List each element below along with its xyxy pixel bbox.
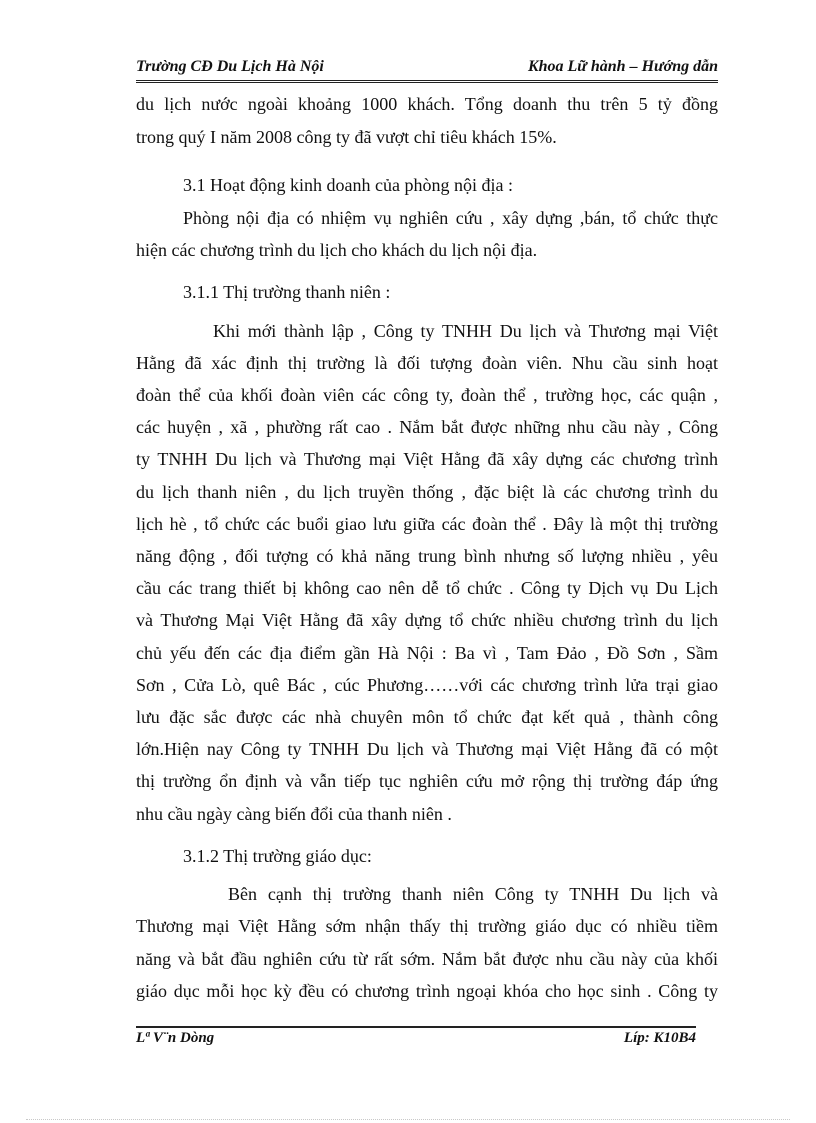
footer-author: Lª V¨n Dòng: [136, 1030, 215, 1046]
body-line: du lịch nước ngoài khoảng 1000 khách. Tổng doanh thu trên 5 tỷ đồng: [136, 94, 718, 114]
body-line: đoàn thể của khối đoàn viên các công ty, đoàn thể , trường học, các quận ,: [136, 385, 718, 405]
section-heading-3-1: 3.1 Hoạt động kinh doanh của phòng nội địa :: [183, 175, 513, 195]
footer-class: Líp: K10B4: [623, 1030, 696, 1046]
page-edge-divider: [26, 1119, 790, 1120]
body-line: và Thương Mại Việt Hằng đã xây dựng tổ chức nhiều chương trình du lịch: [136, 610, 718, 630]
body-line: Sơn , Cửa Lò, quê Bác , cúc Phương……với các chương trình lửa trại giao: [136, 675, 718, 695]
body-line: năng và bắt đầu nghiên cứu từ rất sớm. Nắm bắt được nhu cầu này của khối: [136, 949, 718, 969]
body-line: lớn.Hiện nay Công ty TNHH Du lịch và Thương mại Việt Hằng đã có một: [136, 739, 718, 759]
body-line: các huyện , xã , phường rất cao . Nắm bắt được những nhu cầu này , Công: [136, 417, 718, 437]
body-line: lịch hè , tổ chức các buổi giao lưu giữa các đoàn thể . Đây là một thị trường: [136, 514, 718, 534]
body-line: Phòng nội địa có nhiệm vụ nghiên cứu , xây dựng ,bán, tổ chức thực: [183, 208, 718, 228]
header-department: Khoa Lữ hành – Hướng dẫn: [527, 58, 718, 75]
body-line: giáo dục mỗi học kỳ đều có chương trình ngoại khóa cho học sinh . Công ty: [136, 981, 718, 1001]
footer-divider: [136, 1026, 696, 1028]
page-header: [136, 58, 718, 80]
body-line: cầu các trang thiết bị không cao nên dễ tổ chức . Công ty Dịch vụ Du Lịch: [136, 578, 718, 598]
body-line: trong quý I năm 2008 công ty đã vượt chỉ tiêu khách 15%.: [136, 127, 557, 147]
header-school-name: Trường CĐ Du Lịch Hà Nội: [136, 58, 324, 75]
body-line: hiện các chương trình du lịch cho khách du lịch nội địa.: [136, 240, 538, 260]
body-line: lưu đặc sắc được các nhà chuyên môn tổ chức đạt kết quả , thành công: [136, 707, 718, 727]
section-heading-3-1-1: 3.1.1 Thị trường thanh niên :: [183, 282, 391, 302]
header-divider: [136, 80, 718, 83]
body-line: Thương mại Việt Hằng sớm nhận thấy thị trường giáo dục có nhiều tiềm: [136, 916, 718, 936]
body-line: du lịch thanh niên , du lịch truyền thống , đặc biệt là các chương trình du: [136, 482, 718, 502]
body-line: chủ yếu đến các địa điểm gần Hà Nội : Ba vì , Tam Đảo , Đồ Sơn , Sầm: [136, 643, 718, 663]
body-line: Bên cạnh thị trường thanh niên Công ty TNHH Du lịch và: [228, 884, 718, 904]
page-footer: [136, 1030, 696, 1052]
body-line: ty TNHH Du lịch và Thương mại Việt Hằng đã xây dựng các chương trình: [136, 449, 718, 469]
body-line: Hằng đã xác định thị trường là đối tượng đoàn viên. Nhu cầu sinh hoạt: [136, 353, 718, 373]
body-line: thị trường ổn định và vẫn tiếp tục nghiên cứu mở rộng thị trường đáp ứng: [136, 771, 718, 791]
body-line: Khi mới thành lập , Công ty TNHH Du lịch và Thương mại Việt: [213, 321, 718, 341]
section-heading-3-1-2: 3.1.2 Thị trường giáo dục:: [183, 846, 372, 866]
body-line: nhu cầu ngày càng biến đổi của thanh niên .: [136, 804, 452, 824]
body-line: năng động , đối tượng có khả năng trung bình nhưng số lượng nhiều , yêu: [136, 546, 718, 566]
